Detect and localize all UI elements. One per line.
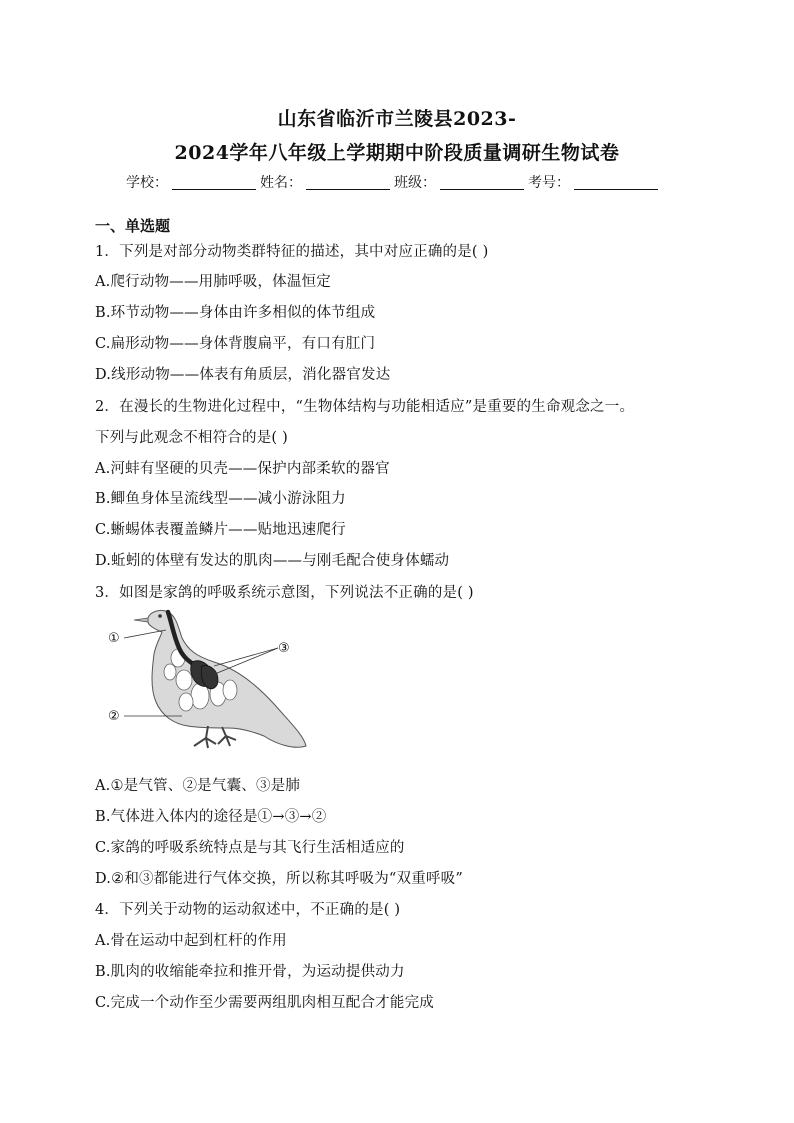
pigeon-beak	[134, 618, 148, 622]
class-field	[394, 172, 528, 192]
school-blank[interactable]	[172, 175, 256, 190]
question-3-stem: 3．如图是家鸽的呼吸系统示意图，下列说法不正确的是( )	[95, 585, 474, 601]
class-blank[interactable]	[440, 175, 524, 190]
class-label: 班级：	[394, 175, 436, 191]
question-1-option-d: D.线形动物——体表有角质层，消化器官发达	[95, 367, 391, 383]
question-4-stem: 4．下列关于动物的运动叙述中，不正确的是( )	[95, 902, 401, 918]
question-2-option-a: A.河蚌有坚硬的贝壳——保护内部柔软的器官	[95, 461, 390, 477]
title-line-1: 山东省临沂市兰陵县2023-	[277, 108, 517, 130]
pigeon-legs	[194, 726, 236, 748]
question-4-option-c: C.完成一个动作至少需要两组肌肉相互配合才能完成	[95, 995, 434, 1011]
school-label: 学校：	[126, 175, 168, 191]
figure-label-3: ③	[278, 641, 290, 656]
question-2-stem-continued: 下列与此观念不相符合的是( )	[95, 430, 288, 446]
pigeon-eye	[158, 614, 162, 618]
question-1-stem: 1．下列是对部分动物类群特征的描述，其中对应正确的是( )	[95, 244, 489, 260]
question-3-option-b: B.气体进入体内的途径是①→③→②	[95, 809, 327, 825]
exam-number-field	[528, 172, 662, 192]
figure-label-2: ②	[108, 709, 120, 724]
question-1-option-c: C.扁形动物——身体背腹扁平，有口有肛门	[95, 336, 376, 352]
leader-line-3b	[210, 648, 278, 676]
question-4-option-a: A.骨在运动中起到杠杆的作用	[95, 933, 287, 949]
exam-number-blank[interactable]	[574, 175, 658, 190]
question-1-option-a: A.爬行动物——用肺呼吸，体温恒定	[95, 274, 331, 290]
question-2-stem: 2．在漫长的生物进化过程中，“生物体结构与功能相适应”是重要的生命观念之一。	[95, 399, 635, 415]
school-field	[126, 172, 260, 192]
question-3-option-c: C.家鸽的呼吸系统特点是与其飞行生活相适应的	[95, 840, 405, 856]
section-title: 一、单选题	[95, 217, 171, 235]
question-2-option-d: D.蚯蚓的体壁有发达的肌肉——与刚毛配合使身体蠕动	[95, 553, 450, 569]
name-blank[interactable]	[306, 175, 390, 190]
question-4-option-b: B.肌肉的收缩能牵拉和推开骨，为运动提供动力	[95, 964, 405, 980]
question-1-option-b: B.环节动物——身体由许多相似的体节组成	[95, 305, 376, 321]
question-3-option-d: D.②和③都能进行气体交换，所以称其呼吸为“双重呼吸”	[95, 871, 463, 887]
title-line-2: 2024学年八年级上学期期中阶段质量调研生物试卷	[174, 142, 620, 164]
name-field	[260, 172, 394, 192]
question-2-option-c: C.蜥蜴体表覆盖鳞片——贴地迅速爬行	[95, 522, 346, 538]
pigeon-respiratory-diagram	[104, 604, 310, 754]
exam-number-label: 考号：	[528, 175, 570, 191]
leader-line-3a	[214, 648, 278, 666]
figure-label-1: ①	[108, 631, 120, 646]
question-3-option-a: A.①是气管、②是气囊、③是肺	[95, 778, 301, 794]
question-2-option-b: B.鲫鱼身体呈流线型——减小游泳阻力	[95, 491, 346, 507]
name-label: 姓名：	[260, 175, 302, 191]
student-info-row	[126, 172, 662, 192]
